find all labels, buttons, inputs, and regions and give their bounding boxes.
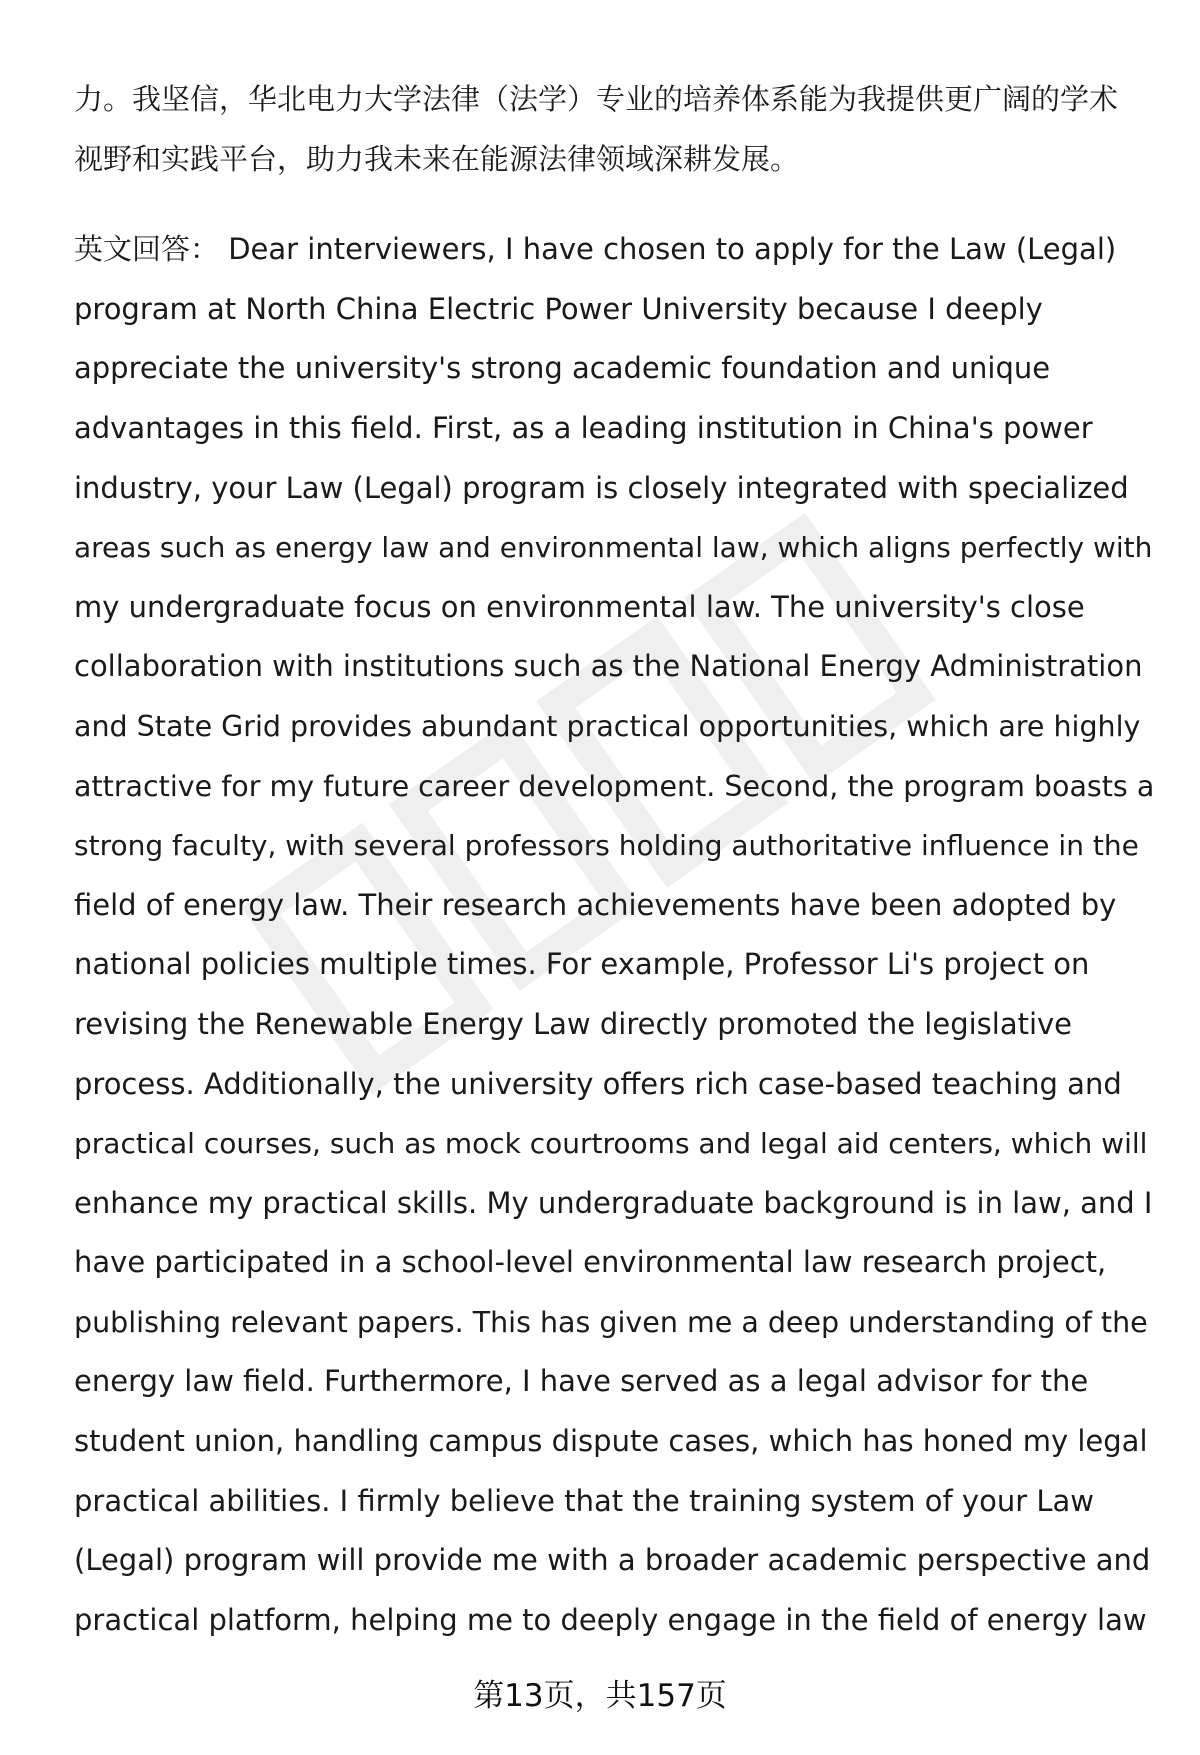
text-line: areas such as energy law and environmental law, which aligns perfectly with: [74, 531, 1153, 565]
text-line: student union, handling campus dispute cases, which has honed my legal: [74, 1424, 1148, 1459]
text-line: and State Grid provides abundant practical opportunities, which are highly: [74, 709, 1141, 743]
text-line: appreciate the university's strong academic foundation and unique: [74, 351, 1051, 386]
text-line: revising the Renewable Energy Law directly promoted the legislative: [74, 1006, 1073, 1041]
text-line: program at North China Electric Power University because I deeply: [74, 291, 1043, 326]
text-line: industry, your Law (Legal) program is closely integrated with specialized: [74, 470, 1129, 505]
text-line: my undergraduate focus on environmental law. The university's close: [74, 589, 1085, 624]
text-line: collaboration with institutions such as the National Energy Administration: [74, 649, 1143, 684]
text-line: publishing relevant papers. This has given me a deep understanding of the: [74, 1305, 1148, 1339]
text-line: 视野和实践平台，助力我未来在能源法律领域深耕发展。: [74, 141, 800, 176]
text-line: advantages in this field. First, as a leading institution in China's power: [74, 410, 1093, 445]
paragraph-chinese-answer-end: [74, 70, 1154, 189]
document-body: [74, 70, 1154, 1650]
text-line: process. Additionally, the university offers rich case-based teaching and: [74, 1066, 1122, 1101]
text-line: practical abilities. I firmly believe that the training system of your Law: [74, 1483, 1094, 1518]
text-line: 英文回答： Dear interviewers, I have chosen to apply for the Law (Legal): [74, 232, 1117, 267]
text-line: attractive for my future career development. Second, the program boasts a: [74, 769, 1155, 803]
text-line: national policies multiple times. For example, Professor Li's project on: [74, 947, 1090, 982]
text-line: field of energy law. Their research achievements have been adopted by: [74, 887, 1117, 922]
paragraph-english-answer: [74, 220, 1154, 1650]
text-line: practical platform, helping me to deeply engage in the field of energy law: [74, 1602, 1147, 1637]
text-line: (Legal) program will provide me with a broader academic perspective and: [74, 1543, 1151, 1578]
page-number-footer: 第13页，共157页: [473, 1678, 727, 1714]
paragraph-gap: [74, 189, 1154, 220]
text-line: have participated in a school-level environmental law research project,: [74, 1245, 1107, 1280]
text-line: practical courses, such as mock courtrooms and legal aid centers, which will: [74, 1127, 1148, 1161]
text-line: energy law field. Furthermore, I have served as a legal advisor for the: [74, 1364, 1089, 1399]
text-line: enhance my practical skills. My undergraduate background is in law, and I: [74, 1185, 1153, 1220]
text-line: strong faculty, with several professors holding authoritative influence in the: [74, 829, 1139, 863]
text-line: 力。我坚信，华北电力大学法律（法学）专业的培养体系能为我提供更广阔的学术: [74, 82, 1119, 116]
